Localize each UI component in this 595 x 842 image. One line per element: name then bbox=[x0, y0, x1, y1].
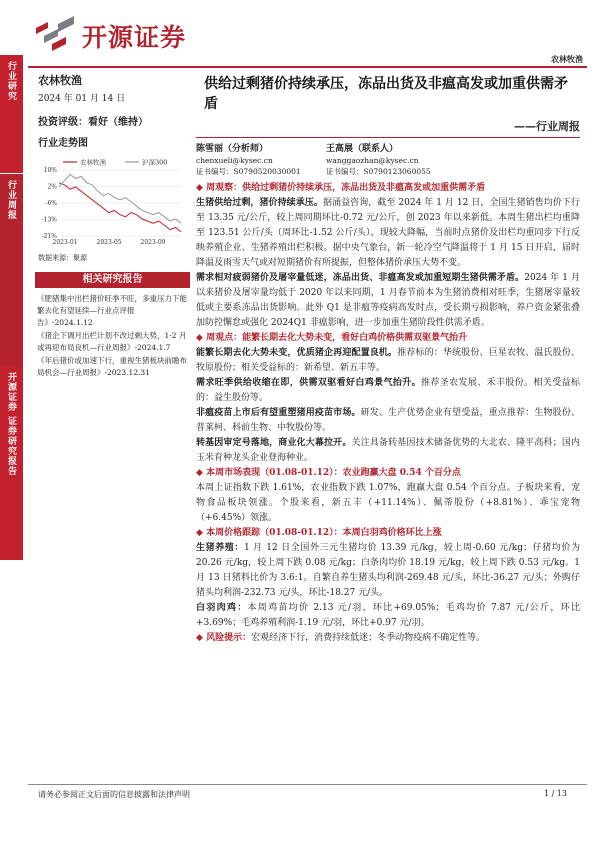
x-tick-label: 2023-05 bbox=[96, 239, 122, 246]
related-research-list bbox=[37, 293, 187, 380]
author-card bbox=[196, 144, 316, 177]
paragraph: 生猪养殖：1 月 12 日全国外三元生猪均价 13.39 元/kg，较上周-0.60 元/kg；仔猪均价为 20.26 元/kg，较上周下跌 0.08 元/kg；白条肉均价 18.19 元/kg，较上周下跌 0.53 元/kg。1 月 13 日猪料比价为 3.6:1。自繁自养生猪头均利润-269.48 元/头，环比-36.27 元/头；外购仔猪头均利润-232.73 元/头，环比-18.27 元/头。 bbox=[196, 543, 580, 598]
trend-chart-svg bbox=[35, 156, 185, 251]
triangle-bullet-icon: ◆ bbox=[196, 183, 207, 193]
trend-chart-title: 行业走势图 bbox=[38, 138, 88, 149]
paragraph: 转基因审定号落地，商业化大幕拉开。关注具备转基因技术储备优势的大北农、隆平高科；国内玉米育种龙头企业登海种业。 bbox=[196, 438, 580, 463]
sidebar-tag-report: 开源证券 证券研究报告 bbox=[0, 366, 23, 560]
sidebar-tag-weekly: 行业周报 bbox=[0, 174, 23, 366]
header-divider bbox=[28, 66, 587, 68]
report-date: 2024 年 01 月 14 日 bbox=[38, 94, 126, 104]
paragraph: 白羽肉鸡：本周鸡苗均价 2.13 元/羽，环比+69.05%；毛鸡均价 7.87 元/公斤，环比+3.69%；毛鸡养殖利润-1.19 元/羽，环比+0.97 元/羽。 bbox=[196, 603, 580, 628]
author-cert: 证书编号：S0790123060055 bbox=[326, 167, 431, 176]
paragraph: 能繁长期去化大势未变，优质猪企再迎配置良机。推荐标的：华统股份、巨星农牧、温氏股份、牧原股份；相关受益标的：新希望、新五丰等。 bbox=[196, 348, 580, 373]
x-tick-label: 2023-01 bbox=[52, 239, 78, 246]
footer-disclaimer: 请务必参阅正文后面的信息披露和法律声明 bbox=[38, 790, 190, 799]
y-tick-label: -6% bbox=[45, 200, 57, 207]
series-line bbox=[59, 174, 181, 223]
report-type: ——行业周报 bbox=[196, 118, 580, 138]
paragraph: 需求旺季供给收缩在即，供需双驱看好白鸡景气抬升。推荐圣农发展、禾丰股份。相关受益标的：益生股份等。 bbox=[196, 378, 580, 403]
brand-name: 开源证券 bbox=[82, 23, 187, 52]
y-tick-label: -21% bbox=[41, 233, 57, 240]
investment-rating: 投资评级：看好（维持） bbox=[38, 117, 148, 128]
risk-heading: ◆ 风险提示： bbox=[196, 633, 252, 643]
triangle-bullet-icon: ◆ bbox=[196, 633, 207, 643]
logo-icon bbox=[34, 16, 78, 56]
page-number: 1 / 13 bbox=[543, 789, 567, 798]
section-heading: ◆ 周观点：能繁长期去化大势未变，看好白鸡价格供需双驱景气抬升 bbox=[196, 333, 468, 343]
related-item[interactable]: 《年后猪价或加速下行，重视生猪板块前瞻布局机会—行业周报》-2023.12.31 bbox=[37, 356, 187, 377]
left-column bbox=[38, 72, 193, 149]
related-item[interactable]: 《猪企下调月出栏计划不改过剩大势，1-2 月或再迎布局良机—行业周报》-2024.1.7 bbox=[37, 331, 187, 352]
report-body bbox=[196, 181, 580, 646]
legend-label: 沪深300 bbox=[142, 158, 168, 167]
y-tick-label: 10% bbox=[43, 167, 57, 174]
paragraph: ◆ 风险提示：宏观经济下行，消费持续低迷；冬季动物疫病不确定性等。 bbox=[196, 633, 486, 643]
author-email[interactable]: chenxueli@kysec.cn bbox=[196, 156, 273, 165]
brand-logo bbox=[34, 16, 186, 56]
footer-divider bbox=[28, 784, 587, 785]
author-cert: 证书编号：S0790520030001 bbox=[196, 167, 301, 176]
main-header bbox=[196, 74, 580, 177]
sidebar bbox=[0, 0, 23, 842]
triangle-bullet-icon: ◆ bbox=[196, 468, 207, 478]
y-tick-label: 2% bbox=[47, 183, 57, 191]
legend-label: 农林牧渔 bbox=[80, 158, 106, 167]
author-email[interactable]: wanggaozhan@kysec.cn bbox=[326, 156, 419, 165]
related-research-title: 相关研究报告 bbox=[35, 272, 190, 288]
section-heading: ◆ 本周市场表现（01.08-01.12）：农业跑赢大盘 0.54 个百分点 bbox=[196, 468, 461, 478]
paragraph: 本周上证指数下跌 1.61%，农业指数下跌 1.07%，跑赢大盘 0.54 个百分点。子板块来看，宠物食品板块领涨。个股来看，新五丰（+11.14%）、佩蒂股份（+8.81%）、乖宝宠物（+6.45%）领涨。 bbox=[196, 483, 580, 523]
section-heading: ◆ 周观察：供给过剩猪价持续承压，冻品出货及非瘟高发或加重供需矛盾 bbox=[196, 183, 486, 193]
paragraph: 生猪供给过剩，猪价持续承压。据涌益咨询，截至 2024 年 1 月 12 日，全国生猪销售均价下行至 13.35 元/公斤，较上周同期环比-0.72 元/公斤，创 2023 年以来新低。本周生猪出栏均重降至 123.51 公斤/头（周环比-1.52 公斤/头），现较大降幅，当前时点猪价及出栏均重同步下行反映养殖企业、生猪养殖出栏积极。据中央气象台，新一轮冷空气降温将于 1 月 15 日开启，届时降温及雨雪天气或对短期猪价有所提振，但整体猪价承压大势不变。 bbox=[196, 198, 580, 268]
paragraph: 非瘟疫苗上市后有望重塑猪用疫苗市场。研发、生产优势企业有望受益，重点推荐：生物股份、普莱柯、科前生物、中牧股份等。 bbox=[196, 408, 580, 433]
author-name: 王高展（联系人） bbox=[326, 144, 399, 154]
paragraph: 需求相对疲弱猪价及屠宰量低迷，冻品出货、非瘟高发或加重短期生猪供需矛盾。2024 年 1 月以来猪价及屠宰量均低于 2020 年以来同期，1 月春节前本为生猪消费相对旺季，生猪屠宰量较低或主要系冻品出货影响。此外 Q1 是非瘟等疫病高发时点，受长期亏损影响，养户资金紧张叠加防控懈怠或强化 2024Q1 非瘟影响，进一步加重生猪阶段性供需矛盾。 bbox=[196, 273, 580, 328]
y-tick-label: -13% bbox=[41, 216, 57, 224]
triangle-bullet-icon: ◆ bbox=[196, 333, 207, 343]
chart-source: 数据来源：聚源 bbox=[38, 254, 87, 262]
x-tick-label: 2023-09 bbox=[140, 239, 166, 246]
related-item[interactable]: 《肥猪集中出栏猪价旺季不旺，多重压力下能繁去化有望延续—行业点评报告》-2024.1.12 bbox=[37, 294, 187, 327]
trend-chart bbox=[35, 156, 185, 251]
report-title: 供给过剩猪价持续承压，冻品出货及非瘟高发或加重供需矛盾 bbox=[204, 76, 568, 112]
series-line bbox=[59, 183, 181, 232]
section-heading: ◆ 本周价格跟踪（01.08-01.12）：本周白羽鸡价格环比上涨 bbox=[196, 528, 442, 538]
industry-name: 农林牧渔 bbox=[38, 74, 82, 87]
author-name: 陈雪丽（分析师） bbox=[196, 144, 269, 154]
author-card bbox=[326, 144, 446, 177]
sidebar-tag-research: 行业研究 bbox=[0, 55, 23, 173]
triangle-bullet-icon: ◆ bbox=[196, 528, 207, 538]
header-industry-tag: 农林牧渔 bbox=[551, 54, 583, 64]
authors bbox=[196, 144, 580, 177]
